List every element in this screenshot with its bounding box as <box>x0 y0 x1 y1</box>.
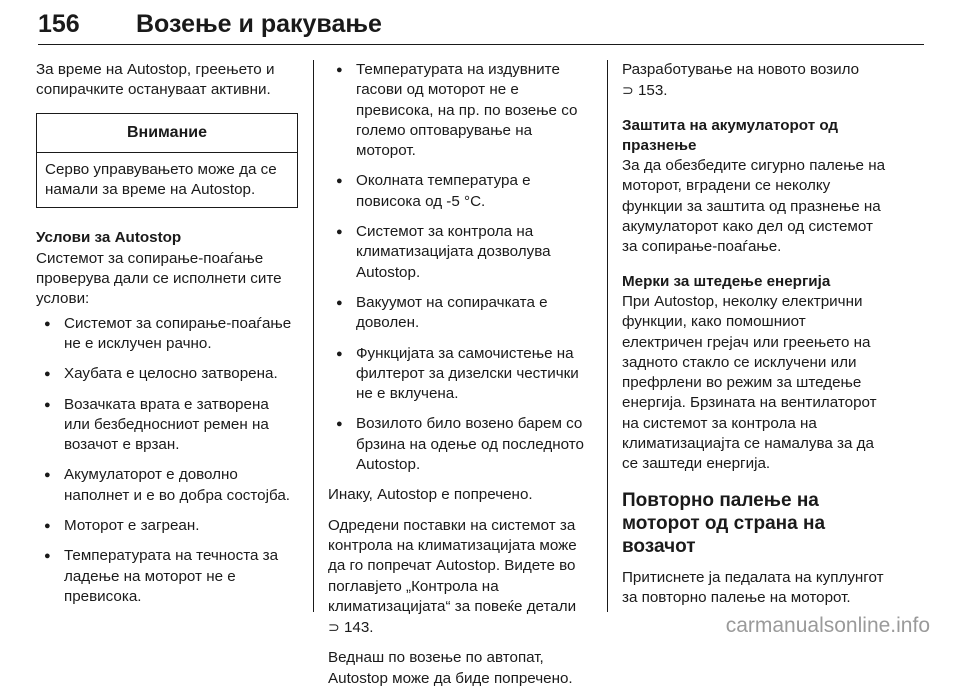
paragraph <box>328 516 592 639</box>
energy-saving-text: При Autostop, неколку електрични функции, како помошниот електричен грејач или греењето на задното стакло се исклучени или префрлени во режим за штедење енергија. Брзината на вентилаторот на системот за контрола на климатизациајта се намалува за да се заштеди енергија. <box>622 292 877 473</box>
conditions-list-continued <box>328 60 592 475</box>
column-1 <box>36 60 298 617</box>
column-3 <box>622 60 886 618</box>
list-item: ● Температурата на течноста за ладење на моторот не е превисока. <box>36 546 298 607</box>
paragraph-text: Одредени поставки на системот за контрола на климатизацијата може да го попречат Autostop. Видете во поглавјето „Контрола на климатизацијата“ за повеќе детали <box>328 516 577 615</box>
notice-title: Внимание <box>37 114 297 153</box>
column-divider <box>313 60 314 612</box>
column-divider <box>607 60 608 612</box>
paragraph: Инаку, Autostop е попречено. <box>328 486 533 504</box>
warning-notice <box>36 113 298 209</box>
paragraph-text: Разработување на новото возило <box>622 61 860 78</box>
list-item: ● Температурата на издувните гасови од моторот не е превисока, на пр. по возење со големо оптоварување на моторот. <box>328 60 592 161</box>
list-item: ● Околната температура е повисока од -5 °C. <box>328 171 592 212</box>
notice-text: Серво управувањето може да се намали за време на Autostop. <box>45 160 277 199</box>
cross-reference-icon: ⊃ <box>328 619 340 636</box>
battery-heading: Заштита на акумулаторот од празнење <box>622 116 839 154</box>
list-item: ● Возилото било возено барем со брзина на одење од последното Autostop. <box>328 414 592 475</box>
page-reference-link[interactable]: 143. <box>343 619 374 637</box>
list-item: ● Моторот е загреан. <box>36 516 298 536</box>
watermark: carmanualsonline.info <box>725 614 930 637</box>
column-2 <box>328 60 592 699</box>
conditions-list <box>36 314 298 608</box>
list-item: ● Функцијата за самочистење на филтерот за дизелски честички не е вклучена. <box>328 344 592 405</box>
page-header <box>38 6 924 45</box>
page-reference-link[interactable]: 153. <box>637 82 668 100</box>
list-item: ● Системот за контрола на климатизацијата дозволува Autostop. <box>328 222 592 283</box>
paragraph <box>622 60 886 102</box>
list-item: ● Хаубата е целосно затворена. <box>36 364 298 384</box>
section-title: Возење и ракување <box>136 10 382 38</box>
paragraph: Веднаш по возење по автопат, Autostop може да биде попречено. <box>328 649 573 687</box>
list-item: ● Возачката врата е затворена или безбедносниот ремен на возачот е врзан. <box>36 395 298 456</box>
restart-text: Притиснете ја педалата на куплунгот за повторно палење на моторот. <box>622 568 884 606</box>
list-item: ● Системот за сопирање-поаѓање не е исклучен рачно. <box>36 314 298 355</box>
intro-paragraph: За време на Autostop, греењето и сопирачките остануваат активни. <box>36 61 275 99</box>
cross-reference-icon: ⊃ <box>622 82 634 99</box>
conditions-intro: Системот за сопирање-поаѓање проверува дали се исполнети сите услови: <box>36 249 282 308</box>
list-item: ● Вакуумот на сопирачката е доволен. <box>328 293 592 334</box>
battery-text: За да обезбедите сигурно палење на моторот, вградени се неколку функции за заштита од празнење на акумулаторот како дел од системот за сопирање-поаѓање. <box>622 157 886 256</box>
list-item: ● Акумулаторот е доволно наполнет и е во добра состојба. <box>36 465 298 506</box>
page-number: 156 <box>38 10 80 38</box>
conditions-heading: Услови за Autostop <box>36 229 182 247</box>
energy-saving-heading: Мерки за штедење енергија <box>622 272 831 290</box>
restart-heading: Повторно палење на моторот од страна на возачот <box>622 489 826 557</box>
